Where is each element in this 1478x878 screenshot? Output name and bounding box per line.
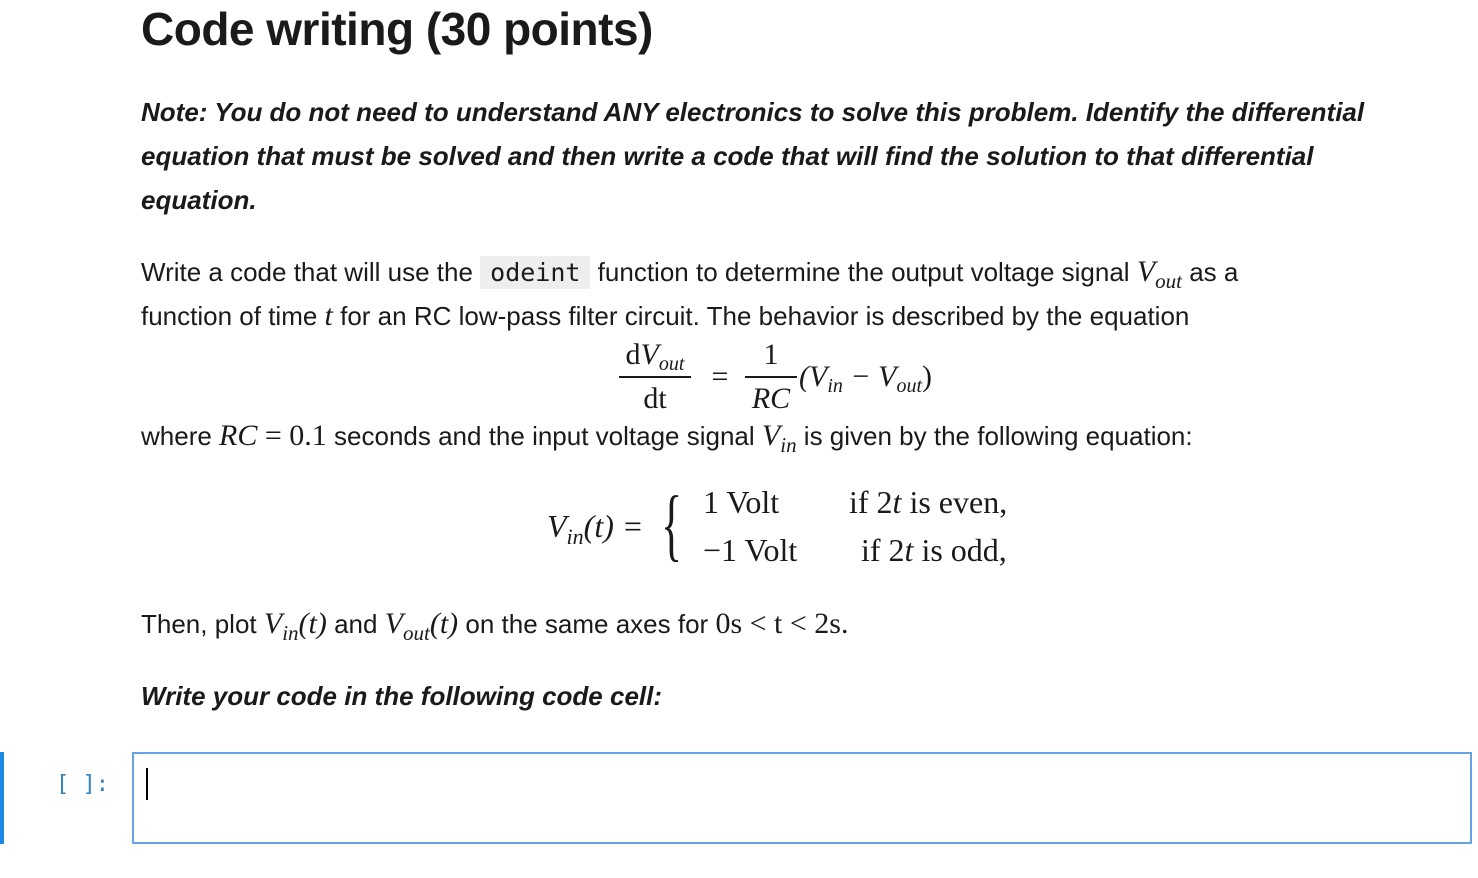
code-editor[interactable] bbox=[132, 752, 1472, 844]
eq1-rhs: $(V_{in} - V_{out})$ bbox=[799, 360, 933, 397]
text-cursor bbox=[146, 768, 148, 800]
active-cell-indicator bbox=[0, 752, 4, 844]
intro-line-2: function of time t for an RC low-pass filter circuit. The behavior is described by the equation bbox=[141, 299, 1190, 332]
eq1-denominator-left: dt bbox=[643, 382, 667, 415]
plot-instruction-line: Then, plot $V_{in}(t)$ and $V_{out}(t)$ on the same axes for 0s < t < 2s. bbox=[141, 607, 849, 645]
eq2-case1-value: 1 Volt bbox=[703, 484, 780, 520]
eq2-brace: { bbox=[661, 481, 683, 569]
inline-code-odeint: odeint bbox=[480, 256, 590, 289]
eq2-case1-condition: if 2t is even, bbox=[849, 484, 1008, 520]
eq1-numerator-left: $dV_{out}$ bbox=[625, 338, 685, 375]
eq2-lhs: $V_{in}(t)$ = bbox=[547, 508, 644, 549]
eq2-case2-condition: if 2t is odd, bbox=[861, 532, 1007, 568]
eq1-numerator-right: 1 bbox=[763, 338, 779, 371]
cell-heading: Code writing (30 points) bbox=[141, 3, 653, 55]
eq1-denominator-right: RC bbox=[751, 382, 791, 415]
rc-definition-line: where RC = 0.1 seconds and the input voltage signal $V_{in}$ is given by the following equation: bbox=[141, 419, 1193, 457]
eq2-case2-value: −1 Volt bbox=[703, 532, 798, 568]
piecewise-equation bbox=[547, 481, 1047, 574]
code-instruction: Write your code in the following code cell: bbox=[141, 681, 663, 711]
eq1-fraction-bar-left bbox=[619, 376, 691, 378]
differential-equation bbox=[619, 338, 979, 418]
code-cell[interactable] bbox=[0, 752, 1478, 846]
intro-line-1: Write a code that will use the odeint function to determine the output voltage signal $V_{out}$ as a bbox=[141, 255, 1239, 293]
eq1-fraction-bar-right bbox=[745, 376, 797, 378]
eq1-equals: = bbox=[711, 360, 729, 393]
execution-prompt: [ ]: bbox=[56, 772, 109, 797]
note-paragraph: Note: You do not need to understand ANY electronics to solve this problem. Identify the differential equation that must be solved and then write a code that will find the solution to that differential equation. bbox=[141, 97, 1365, 215]
